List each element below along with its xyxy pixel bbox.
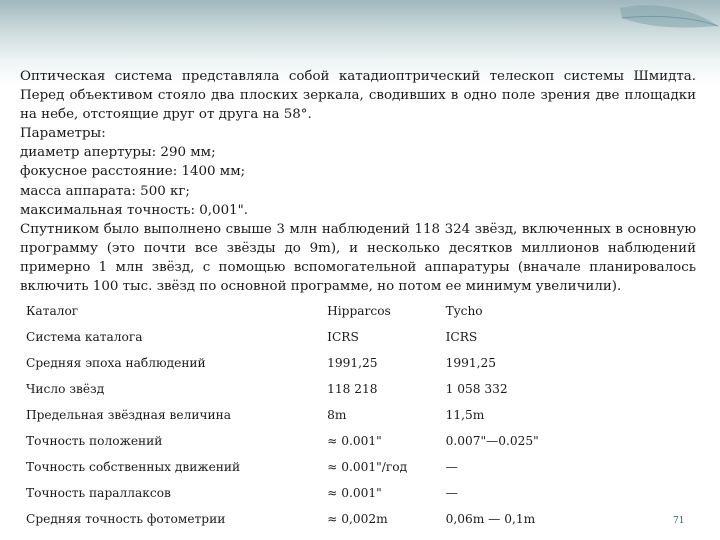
parameters-heading: Параметры:: [20, 126, 106, 142]
hipparcos-value: ≈ 0.001": [327, 486, 382, 500]
hipparcos-value: ≈ 0.001": [327, 434, 382, 448]
header-hipparcos: Hipparcos: [327, 304, 391, 318]
parameter-mass: масса аппарата: 500 кг;: [20, 183, 190, 199]
parameter-precision: максимальная точность: 0,001".: [20, 202, 249, 218]
header-catalog: Каталог: [26, 304, 79, 318]
row-label: Средняя эпоха наблюдений: [26, 356, 206, 370]
table-row: [26, 428, 546, 454]
hipparcos-value: 8m: [327, 408, 347, 422]
table-row: [26, 480, 546, 506]
hipparcos-value: 1991,25: [327, 356, 378, 370]
parameter-focal-length: фокусное расстояние: 1400 мм;: [20, 164, 246, 180]
tycho-value: 1 058 332: [445, 382, 508, 396]
observations-paragraph: Спутником было выполнено свыше 3 млн наблюдений 118 324 звёзд, включенных в основную программу (это почти все звёзды до 9m), и несколько десятков миллионов наблюдений примерно 1 млн звёзд, с помощью вспомогательной аппаратуры (вначале планировалось включить 100 тыс. звёзд по основной программе, но потом ее минимум увеличили).: [20, 221, 696, 295]
row-label: Средняя точность фотометрии: [26, 512, 226, 526]
header-tycho: Tycho: [445, 304, 483, 318]
row-label: Точность положений: [26, 434, 163, 448]
tycho-value: ICRS: [445, 330, 478, 344]
row-label: Точность параллаксов: [26, 486, 171, 500]
hipparcos-value: ≈ 0.001"/год: [327, 460, 408, 474]
tycho-value: 0,06m — 0,1m: [445, 512, 536, 526]
row-label: Число звёзд: [26, 382, 105, 396]
tycho-value: —: [445, 460, 458, 474]
table-row: [26, 324, 546, 350]
parameter-aperture: диаметр апертуры: 290 мм;: [20, 145, 216, 161]
catalog-table: [26, 298, 546, 532]
table-row: [26, 350, 546, 376]
hipparcos-value: 118 218: [327, 382, 378, 396]
page-number: 71: [673, 516, 685, 526]
tycho-value: 11,5m: [445, 408, 485, 422]
description-text: [20, 67, 696, 296]
row-label: Предельная звёздная величина: [26, 408, 232, 422]
row-label: Точность собственных движений: [26, 460, 241, 474]
intro-paragraph: Оптическая система представляла собой катадиоптрический телескоп системы Шмидта. Перед объективом стояло два плоских зеркала, сводивших в одно поле зрения две площадки на небе, отстоящие друг от друга на 58°.: [20, 69, 696, 123]
tycho-value: —: [445, 486, 458, 500]
hipparcos-value: ≈ 0,002m: [327, 512, 388, 526]
table-row: [26, 402, 546, 428]
tycho-value: 1991,25: [445, 356, 497, 370]
table-row: [26, 506, 546, 532]
table-row: [26, 376, 546, 402]
table-header-row: [26, 298, 546, 324]
table-row: [26, 454, 546, 480]
hipparcos-value: ICRS: [327, 330, 359, 344]
tycho-value: 0.007"—0.025": [445, 434, 539, 448]
leaf-decoration-icon: [600, 0, 720, 60]
row-label: Система каталога: [26, 330, 143, 344]
